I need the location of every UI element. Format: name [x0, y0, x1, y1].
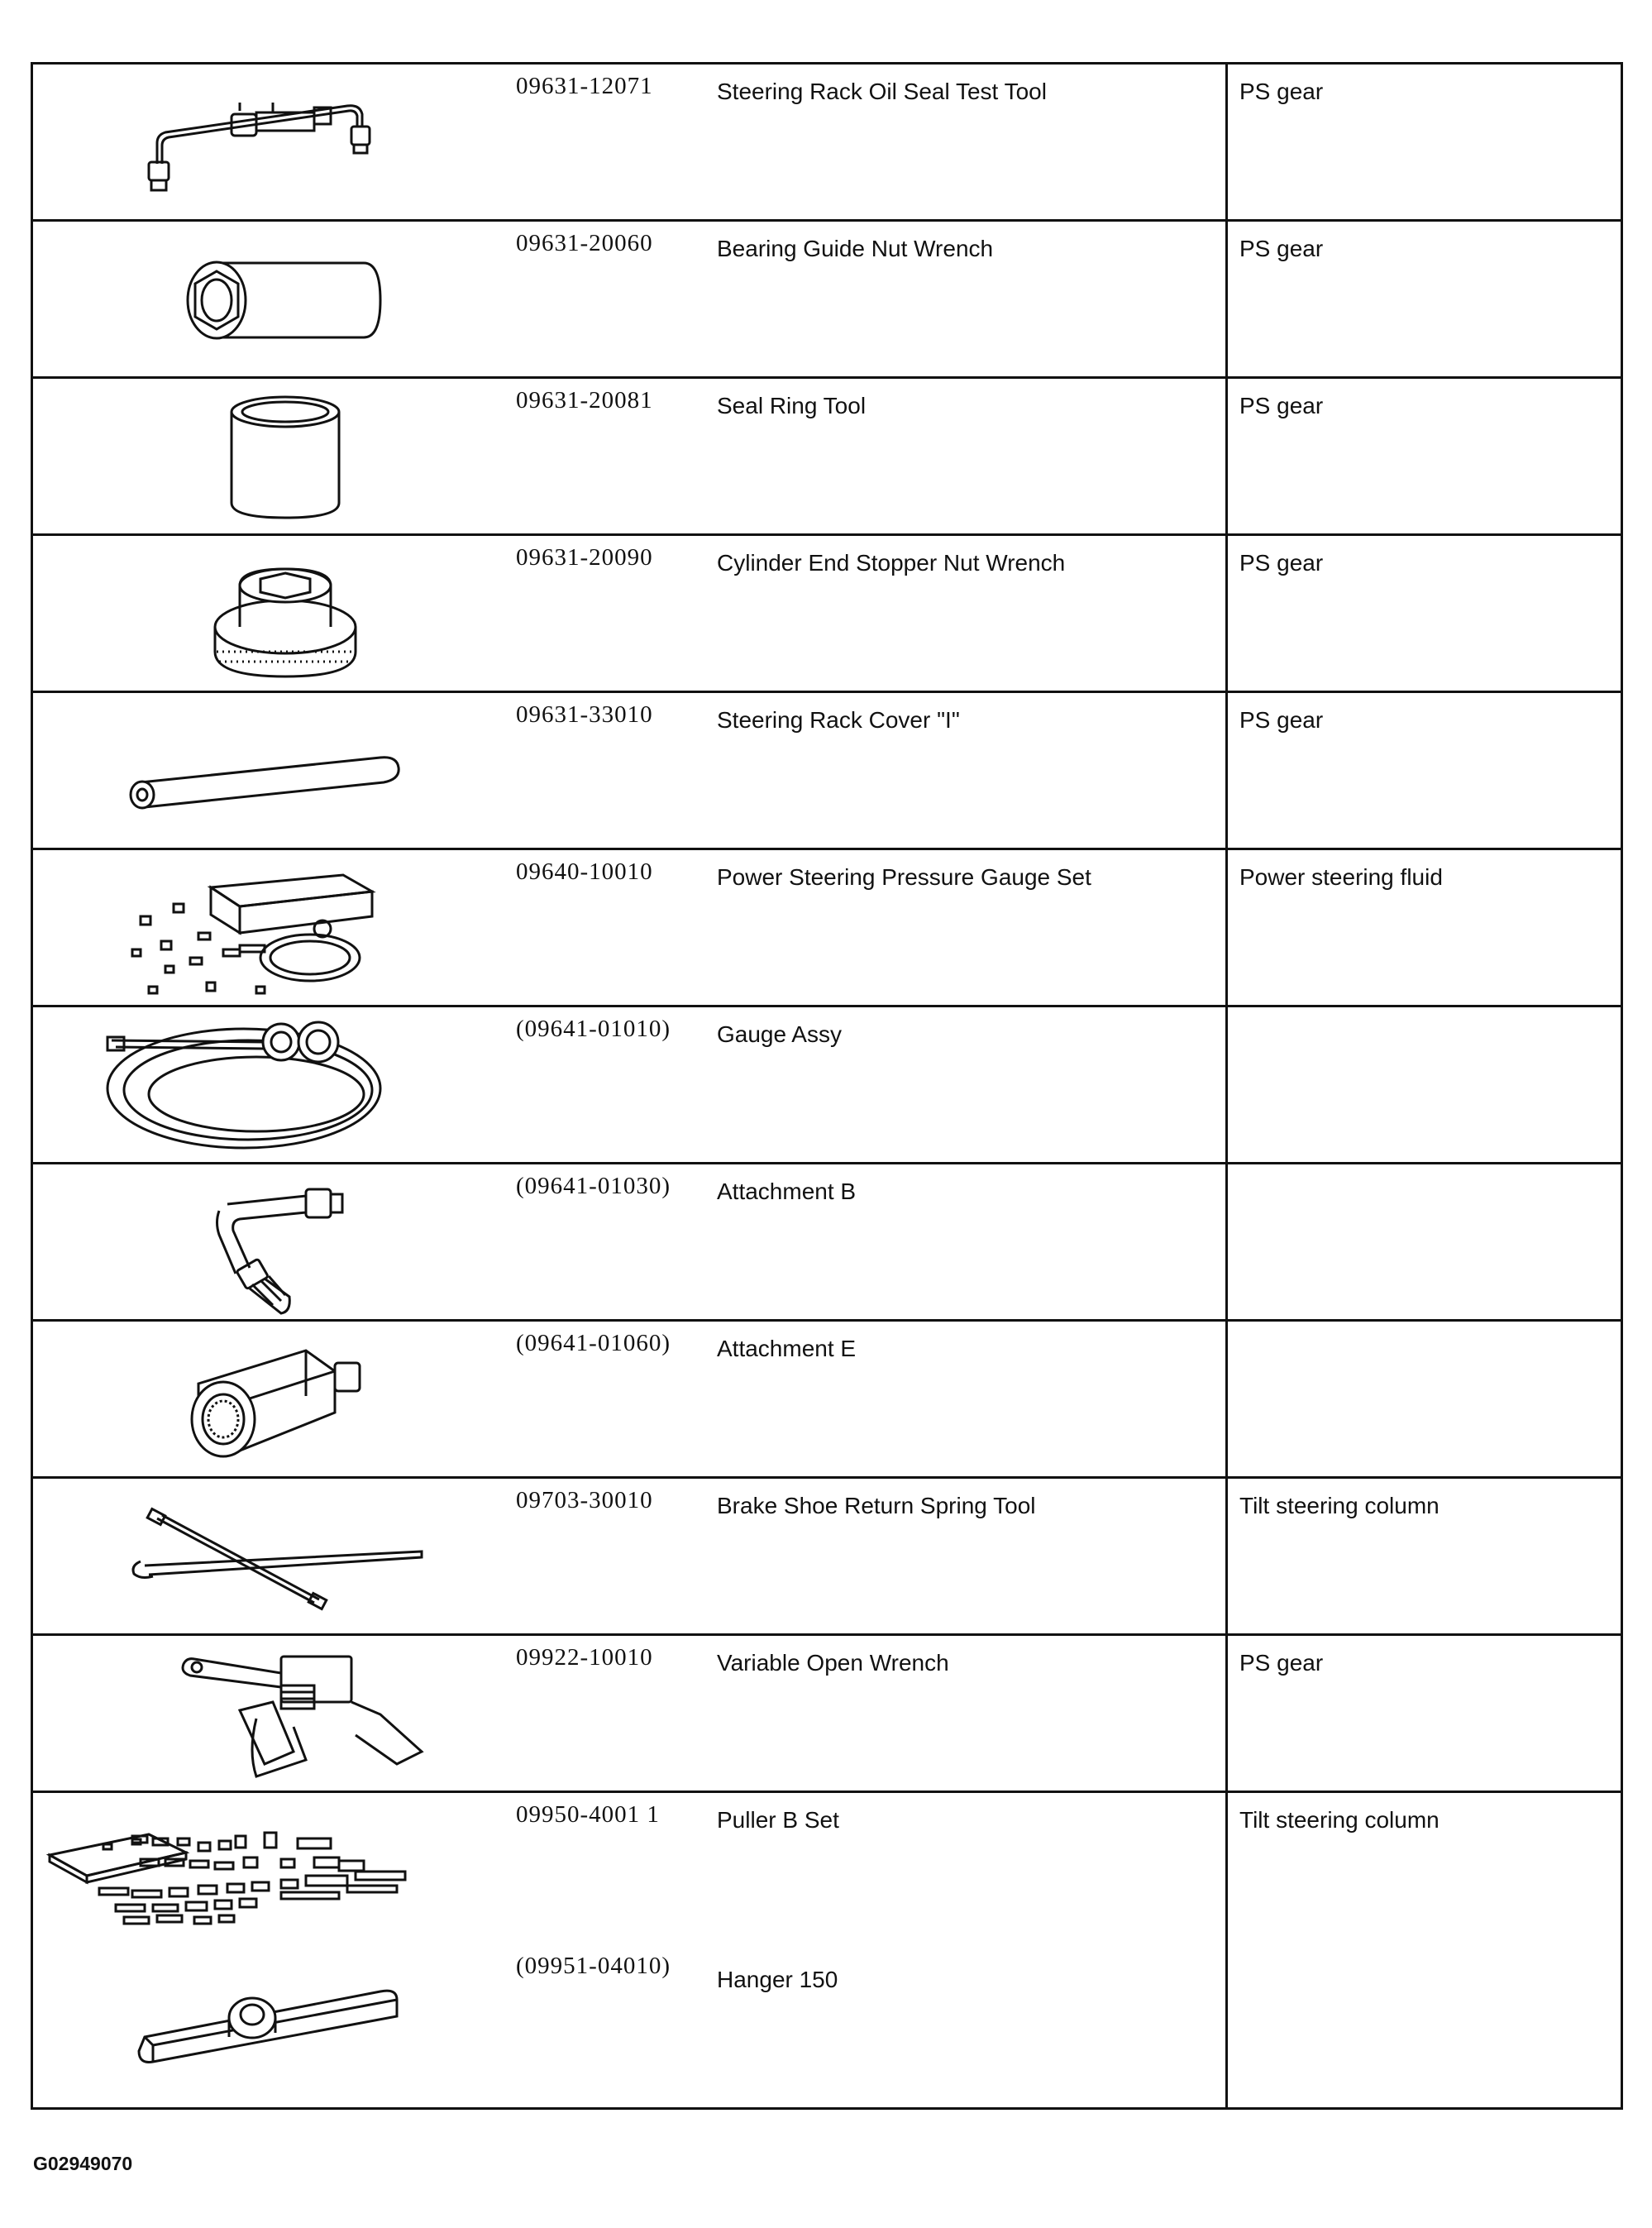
table-row: [32, 1792, 1622, 2109]
tool-application: PS gear: [1227, 535, 1622, 692]
tool-name: Cylinder End Stopper Nut Wrench: [717, 535, 1227, 692]
tool-image-cell: [32, 221, 499, 378]
puller-set-icon: [50, 1833, 405, 1924]
tool-image-cell: [32, 1006, 499, 1164]
table-row: [32, 849, 1622, 1006]
tool-name: Power Steering Pressure Gauge Set: [717, 849, 1227, 1006]
tool-application: PS gear: [1227, 64, 1622, 221]
tool-name: Attachment B: [717, 1164, 1227, 1321]
tool-image-cell: [32, 849, 499, 1006]
tool-name: Seal Ring Tool: [717, 378, 1227, 535]
tool-image-cell: [32, 64, 499, 221]
tool-image-cell: [32, 1321, 499, 1478]
tool-name: Steering Rack Cover "I": [717, 692, 1227, 849]
rack-cover-tube-icon: [33, 693, 498, 850]
part-number: 09631-20090: [498, 535, 717, 692]
part-number: (09641-01030): [498, 1164, 717, 1321]
tool-image-cell: [32, 1635, 499, 1792]
tool-name: Steering Rack Oil Seal Test Tool: [717, 64, 1227, 221]
tool-image-cell: [32, 1478, 499, 1635]
tool-name: Hanger 150: [717, 1967, 838, 1992]
variable-open-wrench-icon: [33, 1636, 498, 1793]
part-number: 09631-12071: [498, 64, 717, 221]
table-row: [32, 1635, 1622, 1792]
bearing-guide-nut-wrench-icon: [33, 222, 498, 379]
tool-name: Attachment E: [717, 1321, 1227, 1478]
special-service-tools-table: [31, 62, 1623, 2110]
part-number: 09631-20060: [498, 221, 717, 378]
tool-application: Tilt steering column: [1227, 1792, 1622, 2109]
table-row: [32, 1321, 1622, 1478]
tool-application: Power steering fluid: [1227, 849, 1622, 1006]
table-row: [32, 64, 1622, 221]
tool-application: Tilt steering column: [1227, 1478, 1622, 1635]
table-row: [32, 1006, 1622, 1164]
tool-image-cell: [32, 378, 499, 535]
tool-application: PS gear: [1227, 221, 1622, 378]
tool-application: [1227, 1006, 1622, 1164]
tool-image-cell: [32, 1164, 499, 1321]
tool-image-cell: [32, 1792, 499, 2109]
hanger-bar-icon: [139, 1991, 397, 2062]
part-number: 09631-33010: [498, 692, 717, 849]
tool-image-cell: [32, 692, 499, 849]
tool-application: PS gear: [1227, 1635, 1622, 1792]
part-number: 09640-10010: [498, 849, 717, 1006]
part-number: 09631-20081: [498, 378, 717, 535]
part-number: 09703-30010: [498, 1478, 717, 1635]
seal-ring-tool-icon: [33, 379, 498, 536]
gauge-hose-icon: [33, 1007, 498, 1164]
tool-name: Brake Shoe Return Spring Tool: [717, 1478, 1227, 1635]
stopper-nut-wrench-icon: [33, 536, 498, 693]
tool-application: [1227, 1164, 1622, 1321]
part-number: (09951-04010): [516, 1953, 671, 1979]
part-number-cell: [498, 1792, 717, 2109]
gauge-set-case-icon: [33, 850, 498, 1007]
part-number: 09922-10010: [498, 1635, 717, 1792]
table-row: [32, 535, 1622, 692]
tool-name: Gauge Assy: [717, 1006, 1227, 1164]
table-row: [32, 378, 1622, 535]
part-number: (09641-01060): [498, 1321, 717, 1478]
attachment-e-hex-icon: [33, 1322, 498, 1479]
tool-application: [1227, 1321, 1622, 1478]
test-tool-pipe-icon: [33, 65, 498, 222]
part-number: (09641-01010): [498, 1006, 717, 1164]
figure-id: G02949070: [33, 2153, 133, 2174]
table-row: [32, 221, 1622, 378]
attachment-b-elbow-icon: [33, 1164, 498, 1322]
part-number: 09950-4001 1: [516, 1801, 660, 1828]
tool-name-cell: [717, 1792, 1227, 2109]
tool-name: Bearing Guide Nut Wrench: [717, 221, 1227, 378]
spring-tool-rod-icon: [33, 1479, 498, 1636]
table-row: [32, 692, 1622, 849]
tool-application: PS gear: [1227, 378, 1622, 535]
tool-name: Variable Open Wrench: [717, 1635, 1227, 1792]
table-row: [32, 1164, 1622, 1321]
table-row: [32, 1478, 1622, 1635]
tool-application: PS gear: [1227, 692, 1622, 849]
tool-image-cell: [32, 535, 499, 692]
tool-name: Puller B Set: [717, 1807, 839, 1833]
